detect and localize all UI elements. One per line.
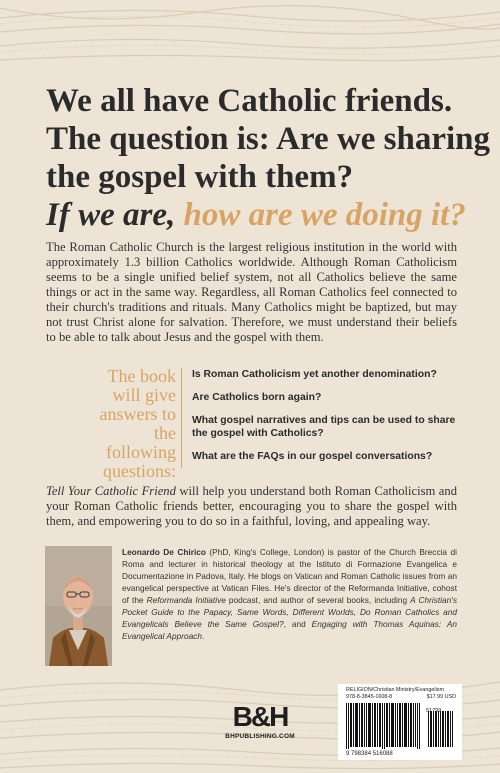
barcode-category: RELIGION/Christian Ministry/Evangelism <box>346 687 444 693</box>
author-bio-podcast: Reformanda Initiative <box>146 595 226 605</box>
author-bio-part-3: , and <box>283 619 312 629</box>
author-bio-part-2: podcast, and author of several books, including <box>225 595 411 605</box>
author-name: Leonardo De Chirico <box>122 547 206 557</box>
author-bio-part-4: . <box>201 631 205 641</box>
headline-line-3: the gospel with them? <box>46 159 354 195</box>
headline-line-2: The question is: Are we sharing <box>46 121 491 157</box>
closing-book-title: Tell Your Catholic Friend <box>46 484 176 498</box>
question-item-4: What are the FAQs in our gospel conversations? <box>192 451 433 462</box>
intro-paragraph: The Roman Catholic Church is the largest religious institution in the world with approximately 1.3 billion Catholics worldwide. Although Roman Catholicism seems to be a single unified belief system, not all Catholics believe the same things or act in the same way. Regardless, all Roman Catholics feel connected to their church's traditions and rituals. Many Catholics might be baptized, but may not trust Christ alone for salvation. Therefore, we must understand their beliefs to be able to talk about Jesus and the gospel with them. <box>46 240 457 344</box>
author-portrait-icon <box>45 546 112 666</box>
closing-paragraph <box>46 484 457 529</box>
publisher-logo-mark: B&H <box>232 701 288 732</box>
questions-label-line-3: answers to <box>99 404 176 424</box>
author-bio-part-1: (PhD, King's College, London) is pastor of the Church Breccia di Roma and lecturer in historical theology at the Istituto di Formazione Evangelica e Documentazione in Padova, Italy. He blogs on Vatican and Roman Catholic issues from an evangelical perspective at Vatican Files. He's director of the Reformanda Initiative, cohost of the <box>122 547 457 605</box>
questions-label-line-5: questions: <box>102 461 176 481</box>
questions-label-line-1: The book <box>107 366 176 386</box>
author-bio-book-2: Engaging with Thomas Aquinas: An Evangelical Approach <box>122 619 457 641</box>
publisher-url: BHPUBLISHING.COM <box>225 733 295 740</box>
question-item-1: Is Roman Catholicism yet another denomination? <box>192 369 437 380</box>
author-bio <box>122 546 457 642</box>
headline-line-4-lead: If we are, <box>46 197 184 233</box>
questions-label <box>84 367 176 481</box>
questions-divider <box>181 368 182 468</box>
barcode-isbn: 978-8-3845-1608-8 <box>346 694 393 700</box>
headline-line-1: We all have Catholic friends. <box>46 83 453 119</box>
headline-line-4-accent: how are we doing it? <box>183 197 466 233</box>
question-item-2: Are Catholics born again? <box>192 392 322 403</box>
headline <box>46 82 491 234</box>
barcode-box <box>338 684 462 760</box>
questions-label-line-2: will give <box>112 385 176 405</box>
closing-paragraph-text: will help you understand both Roman Catholicism and your Roman Catholic friends better, encouraging you to share the gospel with them, and empowering you to do so in a faithful, loving, and appealing way. <box>46 484 457 528</box>
author-bio-book-1: A Christian's Pocket Guide to the Papacy, Same Words, Different Worlds, Do Roman Catholics and Evangelicals Believe the Same Gospel? <box>122 595 457 629</box>
barcode-price: $17.99 USD <box>426 694 456 700</box>
barcode-addon: 51799 <box>426 708 442 714</box>
questions-label-line-4: the following <box>106 423 176 462</box>
question-item-3: What gospel narratives and tips can be used to share the gospel with Catholics? <box>192 415 456 439</box>
author-photo <box>45 546 112 666</box>
questions-list <box>192 368 472 473</box>
barcode-isbn-row <box>346 694 460 701</box>
headline-line-4 <box>46 196 476 234</box>
publisher-logo <box>224 702 296 740</box>
barcode-number: 9 798384 516088 <box>346 751 393 757</box>
